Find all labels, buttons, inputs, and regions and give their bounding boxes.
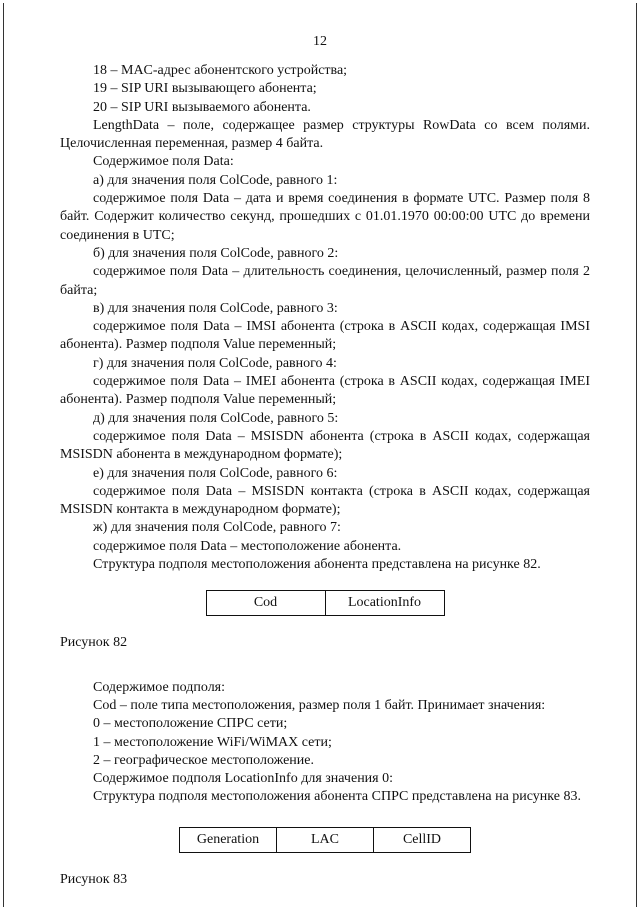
paragraph: в) для значения поля ColCode, равного 3: — [93, 300, 338, 316]
paragraph: Структура подполя местоположения абонента СПРС представлена на рисунке 83. — [93, 789, 581, 805]
subfield-description — [60, 679, 590, 807]
paragraph: LengthData – поле, содержащее размер структуры RowData со всем полями. Целочисленная переменная, размер 4 байта. — [60, 117, 590, 152]
paragraph: содержимое поля Data – дата и время соединения в формате UTC. Размер поля 8 байт. Содержит количество секунд, прошедших с 01.01.1970 00:00:00 UTC до времени соединения в UTC; — [60, 191, 590, 243]
figure-83-caption: Рисунок 83 — [60, 871, 128, 887]
document-body — [60, 62, 590, 889]
paragraph: Cod – поле типа местоположения, размер поля 1 байт. Принимает значения: — [93, 697, 546, 713]
paragraph: Содержимое подполя: — [93, 679, 226, 695]
figure-83-cell-lac: LAC — [277, 827, 374, 852]
paragraph: содержимое поля Data – MSISDN контакта (строка в ASCII кодах, содержащая MSISDN контакта в международном формате); — [60, 483, 590, 518]
figure-82 — [60, 590, 590, 616]
paragraph: г) для значения поля ColCode, равного 4: — [93, 355, 337, 371]
paragraph: Структура подполя местоположения абонента представлена на рисунке 82. — [93, 557, 541, 573]
paragraph: 2 – географическое местоположение. — [93, 752, 314, 768]
page-number: 12 — [313, 34, 327, 49]
paragraph: а) для значения поля ColCode, равного 1: — [93, 172, 338, 188]
figure-82-cell-locationinfo: LocationInfo — [325, 591, 444, 616]
figure-83 — [60, 827, 590, 853]
paragraph: содержимое поля Data – IMSI абонента (строка в ASCII кодах, содержащая IMSI абонента). Размер подполя Value переменный; — [60, 319, 590, 353]
paragraph: б) для значения поля ColCode, равного 2: — [93, 245, 339, 261]
figure-82-caption: Рисунок 82 — [60, 635, 128, 651]
paragraph: ж) для значения поля ColCode, равного 7: — [93, 520, 341, 536]
paragraph: 0 – местоположение СПРС сети; — [93, 716, 288, 732]
paragraph: содержимое поля Data – длительность соединения, целочисленный, размер поля 2 байта; — [60, 264, 590, 298]
figure-83-cell-generation: Generation — [180, 827, 277, 852]
paragraph: д) для значения поля ColCode, равного 5: — [93, 410, 339, 426]
paragraph: содержимое поля Data – MSISDN абонента (строка в ASCII кодах, содержащая MSISDN абонента в международном формате); — [60, 428, 590, 463]
paragraph: 20 – SIP URI вызываемого абонента. — [93, 99, 311, 115]
figure-82-cell-cod: Cod — [206, 591, 325, 616]
figure-83-cell-cellid: CellID — [374, 827, 471, 852]
paragraph: Содержимое поля Data: — [93, 154, 234, 170]
paragraph: 19 – SIP URI вызывающего абонента; — [93, 81, 317, 97]
paragraph: содержимое поля Data – IMEI абонента (строка в ASCII кодах, содержащая IMEI абонента). Размер подполя Value переменный; — [60, 374, 590, 408]
paragraph: 18 – MAC-адрес абонентского устройства; — [93, 63, 348, 78]
paragraph: содержимое поля Data – местоположение абонента. — [93, 538, 402, 554]
paragraph: Содержимое подполя LocationInfo для значения 0: — [93, 771, 394, 787]
figure-82-table — [206, 590, 445, 616]
figure-83-table — [179, 827, 471, 853]
paragraph: 1 – местоположение WiFi/WiMAX сети; — [93, 734, 332, 750]
paragraph: е) для значения поля ColCode, равного 6: — [93, 465, 338, 481]
